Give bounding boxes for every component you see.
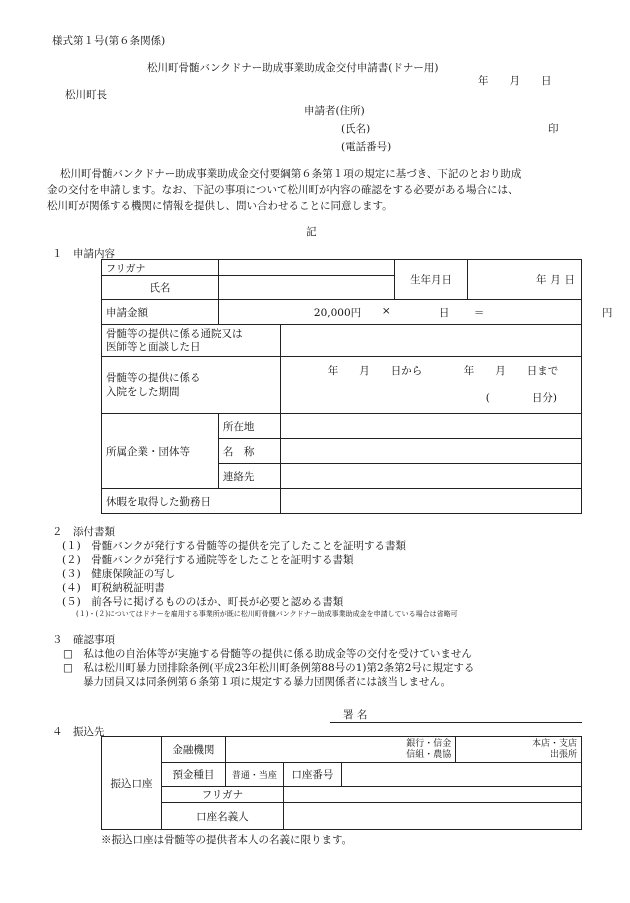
- account-note: ※振込口座は骨髄等の提供者本人の名義に限ります。: [101, 834, 353, 846]
- holder-furigana-label: フリガナ: [161, 787, 283, 803]
- intro-line-3: 松川町が関係する機関に情報を提供し、問い合わせることに同意します。: [47, 200, 393, 212]
- bank-table: [101, 736, 582, 830]
- bank-field[interactable]: 銀行・信金 信組・農協: [225, 737, 455, 763]
- amount-label: 申請金額: [102, 300, 219, 325]
- furigana-label: フリガナ: [102, 260, 219, 276]
- confirm-item-1[interactable]: □ 私は他の自治体等が実施する骨髄等の提供に係る助成金等の交付を受けていません: [63, 648, 472, 660]
- equals-sign: ＝: [473, 307, 485, 319]
- amount-row[interactable]: [218, 300, 613, 325]
- attachment-note: (１)・(２)についてはドナーを雇用する事業所が既に松川町骨髄バンクドナー助成事業助成金を申請している場合は省略可: [76, 610, 458, 618]
- company-name-field[interactable]: [280, 439, 581, 464]
- attachment-item-4: (４) 町税納税証明書: [62, 582, 165, 594]
- applicant-name-label: (氏名): [341, 123, 371, 135]
- hospital-period-label: 骨髄等の提供に係る 入院をした期間: [102, 357, 281, 414]
- application-table: [101, 259, 613, 514]
- furigana-field[interactable]: [218, 260, 394, 276]
- name-field[interactable]: [218, 276, 394, 300]
- attachment-item-5: (５) 前各号に掲げるもののほか、町長が必要と認める書類: [62, 596, 344, 608]
- holder-furigana-field[interactable]: [283, 787, 581, 803]
- consult-date-field[interactable]: [280, 325, 581, 357]
- birthdate-label: 生年月日: [395, 260, 468, 300]
- deposit-type-options[interactable]: 普通・当座: [225, 763, 283, 787]
- intro-line-2: 金の交付を申請します。なお、下記の事項について松川町が内容の確認をする必要がある場合には、: [47, 184, 519, 196]
- date-line: 年 月 日: [478, 75, 552, 87]
- name-label: 氏名: [102, 276, 219, 300]
- applicant-address-label: 申請者(住所): [304, 105, 365, 117]
- account-number-label: 口座番号: [283, 763, 341, 787]
- contact-label: 連絡先: [218, 464, 280, 489]
- attachment-item-3: (３) 健康保険証の写し: [62, 568, 176, 580]
- workplace-label: 休暇を取得した勤務日: [102, 489, 281, 514]
- form-number: 様式第１号(第６条関係): [52, 35, 166, 47]
- hospital-period-field[interactable]: [280, 357, 581, 414]
- intro-line-1: 松川町骨髄バンクドナー助成事業助成金交付要綱第６条第１項の規定に基づき、下記のとおり助成: [60, 168, 522, 180]
- amount-value: 20,000円: [313, 307, 362, 319]
- seal-mark: 印: [548, 123, 559, 135]
- account-number-field[interactable]: [341, 763, 581, 787]
- deposit-type-label: 預金種目: [161, 763, 225, 787]
- section3-heading: ３ 確認事項: [52, 634, 115, 646]
- section1-heading: １ 申請内容: [52, 248, 115, 260]
- period-days: ( 日分): [485, 392, 557, 404]
- consult-date-label: 骨髄等の提供に係る通院又は 医師等と面談した日: [102, 325, 281, 357]
- location-label: 所在地: [218, 414, 280, 439]
- contact-field[interactable]: [280, 464, 581, 489]
- document-title: 松川町骨髄バンクドナー助成事業助成金交付申請書(ドナー用): [147, 62, 439, 74]
- addressee: 松川町長: [65, 89, 107, 101]
- holder-label: 口座名義人: [161, 803, 283, 830]
- confirm-item-2[interactable]: □ 私は松川町暴力団排除条例(平成23年松川町条例第88号の1)第2条第2号に規定する: [63, 662, 475, 674]
- period-from: 年 月 日から: [327, 365, 423, 377]
- attachment-item-2: (２) 骨髄バンクが発行する通院等をしたことを証明する書類: [62, 554, 354, 566]
- account-label: 振込口座: [102, 737, 162, 830]
- birth-year: 年: [536, 274, 547, 286]
- company-name-label: 名 称: [218, 439, 280, 464]
- birth-month: 月: [550, 274, 561, 286]
- times-sign: ×: [381, 305, 391, 317]
- period-to: 年 月 日まで: [463, 365, 559, 377]
- location-field[interactable]: [280, 414, 581, 439]
- applicant-phone-label: (電話番号): [341, 141, 392, 153]
- signature-line[interactable]: [330, 722, 582, 723]
- birthdate-field[interactable]: [468, 260, 582, 300]
- attachment-item-1: (１) 骨髄バンクが発行する骨髄等の提供を完了したことを証明する書類: [62, 540, 406, 552]
- bank-label: 金融機関: [161, 737, 225, 763]
- ki-heading: 記: [306, 226, 317, 238]
- signature-label: 署 名: [343, 709, 368, 721]
- birth-day: 日: [564, 274, 575, 286]
- confirm-item-2-cont: 暴力団員又は同条例第６条第１項に規定する暴力団関係者には該当しません。: [83, 676, 452, 688]
- company-label: 所属企業・団体等: [102, 414, 219, 489]
- holder-field[interactable]: [283, 803, 581, 830]
- days-unit: 日: [438, 307, 450, 319]
- yen-unit: 円: [601, 307, 613, 319]
- workplace-field[interactable]: [280, 489, 581, 514]
- branch-field[interactable]: 本店・支店 出張所: [456, 737, 582, 763]
- section4-heading: ４ 振込先: [52, 726, 105, 738]
- section2-heading: ２ 添付書類: [52, 526, 115, 538]
